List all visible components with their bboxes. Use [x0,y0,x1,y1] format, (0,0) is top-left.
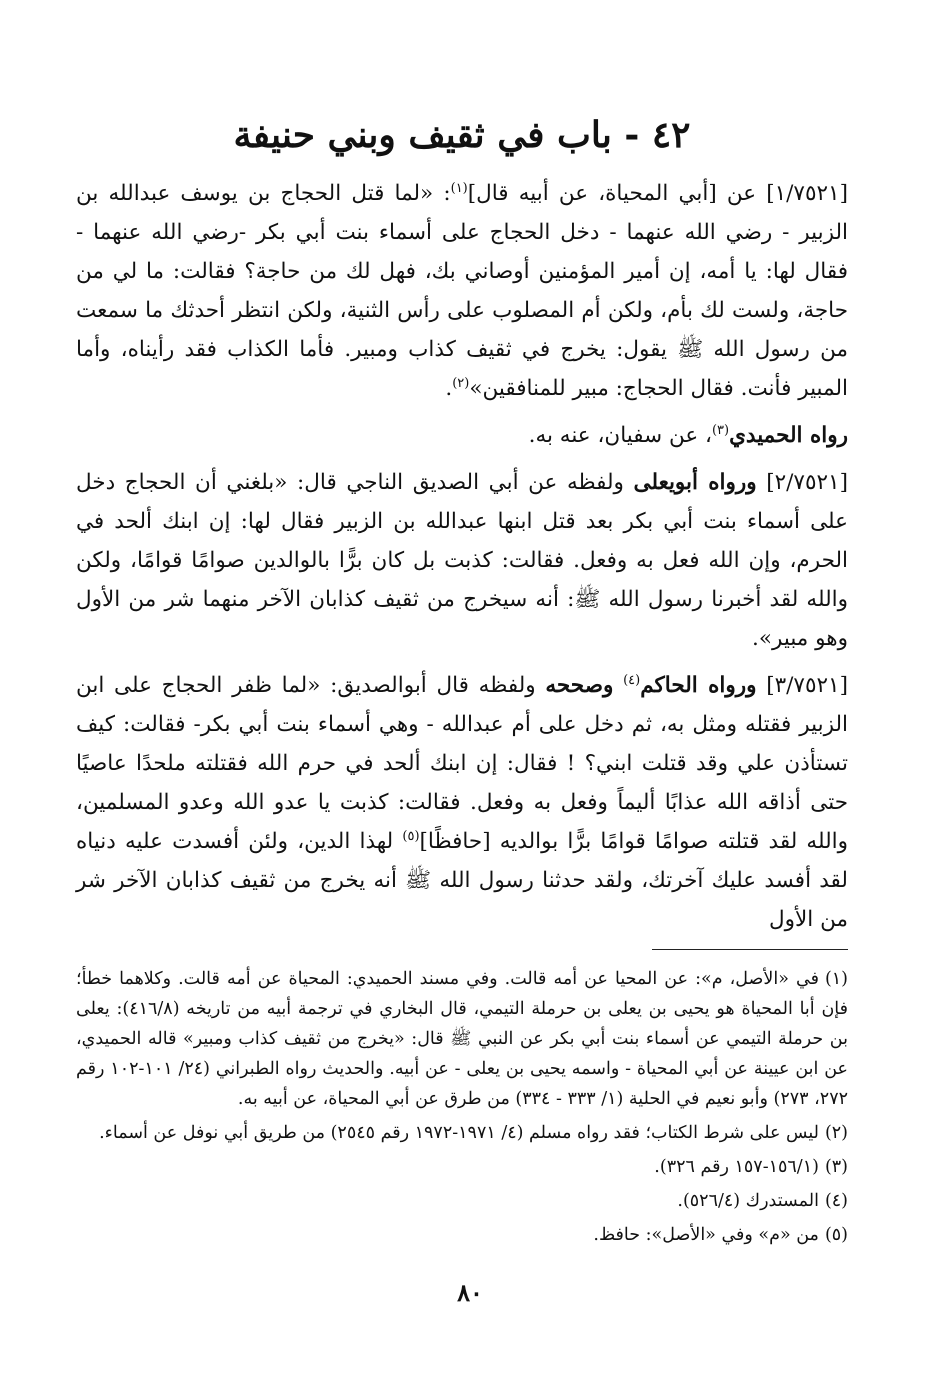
hadith-text-1a: عن [أبي المحياة، عن أبيه قال] [467,181,757,206]
narrator-abu-yala: ورواه أبويعلى [633,470,757,495]
footnote-number: (١) [824,969,848,989]
footnote-text: ليس على شرط الكتاب؛ فقد رواه مسلم (٤/ ١٩٧١-١٩٧٢ رقم ٢٥٤٥) من طريق أبي نوفل عن أسماء. [99,1123,819,1143]
footnote-marker-4[interactable]: (٤) [623,672,641,688]
footnote-number: (٢) [824,1123,848,1143]
footnote-number: (٣) [824,1157,848,1177]
hadith-text-4a: ولفظه قال أبوالصديق: «لما ظفر الحجاج على ابن الزبير فقتله ومثل به، ثم دخل على أم عبدالله - وهي أسماء بنت أبي بكر- فقالت: كيف تستأذن علي وقد قتلت ابني؟ ! فقال: إن ابنك ألحد في حرم الله فقتلته ملحدًا عاصيًا حتى أذاقه الله عذابًا أليماً وفعل به وفعل. فقالت: كذبت يا عدو الله وعدو المسلمين، والله لقد قتلته صوامًا قوامًا برًّا بوالديه [حافظًا] [76,673,848,854]
chapter-title: ٤٢ - باب في ثقيف وبني حنيفة [233,114,691,156]
footnote-text: من «م» وفي «الأصل»: حافظ. [593,1225,819,1245]
footnote-marker-2[interactable]: (٢) [452,375,470,391]
footnote-divider [652,949,848,950]
footnote-text: (١٥٦/١-١٥٧ رقم ٣٢٦). [654,1157,819,1177]
footnote-number: (٤) [824,1191,848,1211]
hadith-text-1b: : «لما قتل الحجاج بن يوسف عبدالله بن الزبير - رضي الله عنهما - دخل الحجاج على أسماء بنت أبي بكر -رضي الله عنهما - فقال لها: يا أمه، إن أمير المؤمنين أوصاني بك، فهل لك من حاجة؟ فقالت: ما لي من حاجة، ولست لك بأم، ولكن أم المصلوب على رأس الثنية، ولكن انتظر أحدثك ما سمعت من رسول الله ﷺ يقول: يخرج في ثقيف كذاب ومبير. فأما الكذاب فقد رأيناه، وأما المبير فأنت. فقال الحجاج: مبير للمنافقين» [76,181,848,401]
footnote-5 [76,1220,848,1250]
footnote-text: في «الأصل، م»: عن المحيا عن أمه قالت. وفي مسند الحميدي: المحياة عن أمه قالت. وكلاهما خطأ؛ فإن أبا المحياة هو يحيى بن يعلى بن حرملة التيمي، قال البخاري في ترجمة أبيه من تاريخه (٤١٦/٨): يعلى بن حرملة التيمي عن أسماء بنت أبي بكر عن النبي ﷺ قال: «يخرج من ثقيف كذاب ومبير» قاله الحميدي، عن ابن عيينة عن أبي المحياة - واسمه يحيى بن يعلى - عن أبيه. والحديث رواه الطبراني (٢٤/ ١٠١-١٠٢ رقم ٢٧٢، ٢٧٣) وأبو نعيم في الحلية (١/ ٣٣٣ - ٣٣٤) من طرق عن أبي المحياة، عن أبيه به. [76,969,848,1109]
narration-paragraph-2 [76,416,848,455]
hadith-ref-2: [٢/٧٥٢١] [766,470,848,495]
footnote-2 [76,1118,848,1148]
narration-text-2: ، عن سفيان، عنه به. [528,423,712,448]
hadith-paragraph-4 [76,666,848,939]
page-number: ٨٠ [457,1278,483,1307]
hadith-paragraph-3 [76,463,848,658]
footnote-3 [76,1152,848,1182]
hadith-text-4b: لهذا الدين، ولئن أفسدت عليه دنياه لقد أفسد عليك آخرتك، ولقد حدثنا رسول الله ﷺ أنه يخرج من ثقيف كذابان الآخر شر من الأول [76,829,848,932]
footnote-text: المستدرك (٥٢٦/٤). [677,1191,819,1211]
footnotes-section [76,964,848,1250]
hadith-ref-3: [٣/٧٥٢١] [766,673,848,698]
hadith-ref-1: [١/٧٥٢١] [766,181,848,206]
narrator-humaydi: رواه الحميدي [729,423,848,448]
narrator-hakim: ورواه الحاكم [640,673,757,698]
hadith-text-1c: . [445,376,453,401]
authentication-word: وصححه [545,673,614,698]
footnote-number: (٥) [824,1225,848,1245]
footnote-marker-1[interactable]: (١) [450,180,468,196]
footnote-1 [76,964,848,1114]
footnote-marker-3[interactable]: (٣) [711,422,730,438]
hadith-text-3: ولفظه عن أبي الصديق الناجي قال: «بلغني أن الحجاج دخل على أسماء بنت أبي بكر بعد قتل ابنها عبدالله بن الزبير فقال لها: إن ابنك ألحد في الحرم، وإن الله فعل به وفعل. فقالت: كذبت بل كان برًّا بالوالدين صوامًا قوامًا، ولكن والله لقد أخبرنا رسول الله ﷺ: أنه سيخرج من ثقيف كذابان الآخر منهما شر من الأول وهو مبير». [76,470,848,651]
footnote-marker-5[interactable]: (٥) [402,828,420,844]
footnote-4 [76,1186,848,1216]
hadith-paragraph-1 [76,174,848,408]
